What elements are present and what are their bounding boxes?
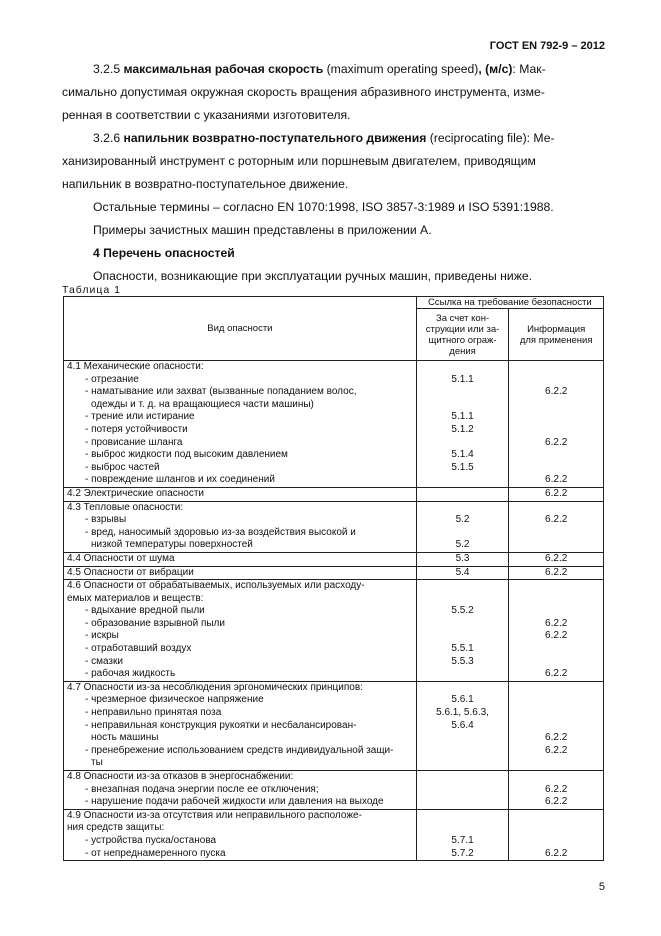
ref-value	[512, 449, 600, 462]
standard-header: ГОСТ EN 792-9 – 2012	[489, 40, 605, 52]
ref-value: 6.2.2	[545, 783, 568, 795]
hazard-line: - образование взрывной пыли	[85, 617, 225, 629]
ref-value	[512, 580, 600, 593]
ref-value	[420, 488, 506, 501]
table-row	[64, 501, 604, 552]
ref-value: 6.2.2	[545, 732, 568, 744]
ref-value	[420, 796, 506, 809]
design-ref-cell	[416, 771, 509, 810]
ref-value: 5.7.1	[451, 834, 474, 846]
design-ref-cell	[416, 361, 509, 488]
ref-value: 6.2.2	[545, 514, 568, 526]
hazard-line: низкой температуры поверхностей	[91, 539, 253, 551]
hazard-line: - искры	[85, 630, 119, 642]
hazard-line: 4.5 Опасности от вибрации	[67, 566, 194, 578]
ref-value	[420, 822, 506, 835]
hazard-cell	[64, 771, 417, 810]
info-ref-cell	[509, 681, 604, 770]
ref-value: 5.6.4	[451, 719, 474, 731]
ref-value: 5.6.1, 5.6.3,	[436, 707, 489, 719]
clause-number: 3.2.5	[93, 62, 121, 76]
hazard-line: - пренебрежение использованием средств индивидуальной защи-	[85, 744, 394, 756]
hazard-line: 4.7 Опасности из-за несоблюдения эргономических принципов:	[67, 681, 363, 693]
hazard-line: - выброс частей	[85, 461, 160, 473]
ref-value	[420, 784, 506, 797]
ref-value: 5.3	[455, 552, 470, 564]
ref-value	[512, 835, 600, 848]
ref-value	[512, 771, 600, 784]
ref-value	[512, 707, 600, 720]
term-definition-start: : Мак-	[512, 62, 546, 76]
ref-value	[420, 474, 506, 487]
term-bold: напильник возвратно-поступательного движения	[123, 131, 427, 145]
hazard-cell	[64, 580, 417, 682]
ref-value: 6.2.2	[545, 386, 568, 398]
ref-value: 5.6.1	[451, 694, 474, 706]
hazard-line: - повреждение шлангов и их соединений	[85, 474, 275, 486]
ref-value	[512, 462, 600, 475]
design-ref-cell	[416, 809, 509, 860]
hazard-line: - провисание шланга	[85, 436, 183, 448]
hazard-line: 4.2 Электрические опасности	[67, 487, 205, 499]
table-row	[64, 487, 604, 501]
table-row	[64, 361, 604, 488]
term-unit: , (м/с)	[478, 62, 513, 76]
hazard-line: ность машины	[91, 732, 159, 744]
ref-value	[512, 527, 600, 540]
hazard-line: - рабочая жидкость	[85, 668, 176, 680]
ref-value	[420, 757, 506, 770]
ref-value	[420, 386, 506, 399]
ref-value: 5.1.1	[451, 411, 474, 423]
hazard-line: - выброс жидкости под высоким давлением	[85, 449, 288, 461]
ref-value	[420, 593, 506, 606]
table-row	[64, 809, 604, 860]
ref-value	[512, 682, 600, 695]
hazard-line: - устройства пуска/останова	[85, 834, 217, 846]
section-heading: 4 Перечень опасностей	[93, 246, 235, 260]
ref-value	[420, 732, 506, 745]
ref-value	[512, 643, 600, 656]
ref-value	[512, 374, 600, 387]
ref-value: 6.2.2	[545, 617, 568, 629]
ref-value	[512, 810, 600, 823]
ref-value: 6.2.2	[545, 630, 568, 642]
ref-value: 5.2	[455, 514, 470, 526]
ref-value: 5.7.2	[451, 847, 474, 859]
ref-value	[512, 399, 600, 412]
hazard-line: - чрезмерное физическое напряжение	[85, 694, 264, 706]
ref-value	[420, 745, 506, 758]
hazard-line: - неправильно принятая поза	[85, 707, 222, 719]
info-ref-cell	[509, 552, 604, 566]
table-row	[64, 552, 604, 566]
ref-value	[512, 361, 600, 374]
term-english: (maximum operating speed)	[326, 62, 479, 76]
ref-value	[420, 810, 506, 823]
text-line: напильник в возвратно-поступательное движение.	[62, 177, 349, 191]
ref-value: 6.2.2	[545, 487, 568, 499]
ref-value	[512, 694, 600, 707]
clause-number: 3.2.6	[93, 131, 121, 145]
hazard-line: - неправильная конструкция рукоятки и несбалансирован-	[85, 719, 357, 731]
ref-value	[420, 618, 506, 631]
ref-value	[420, 527, 506, 540]
hazard-line: - смазки	[85, 655, 123, 667]
ref-value	[512, 593, 600, 606]
ref-value: 5.5.2	[451, 605, 474, 617]
hazard-line: - вред, наносимый здоровью из-за воздействия высокой и	[85, 526, 356, 538]
hazard-cell	[64, 566, 417, 580]
ref-value: 5.1.1	[451, 373, 474, 385]
info-ref-cell	[509, 809, 604, 860]
term-english: (reciprocating file): Ме-	[429, 131, 555, 145]
ref-value	[420, 580, 506, 593]
ref-value	[420, 668, 506, 681]
ref-value: 6.2.2	[545, 744, 568, 756]
ref-value	[420, 502, 506, 515]
hazard-line: ты	[91, 757, 103, 769]
ref-value	[512, 757, 600, 770]
table-row	[64, 580, 604, 682]
ref-value: 6.2.2	[545, 668, 568, 680]
hazard-line: 4.1 Механические опасности:	[67, 361, 204, 372]
ref-value: 6.2.2	[545, 552, 568, 564]
hazard-line: - наматывание или захват (вызванные попаданием волос,	[85, 386, 357, 398]
col-header-design: За счет кон- струкции или за- щитного ограж- дения	[416, 309, 509, 361]
hazard-line: емых материалов и веществ:	[67, 592, 204, 604]
hazard-line: 4.3 Тепловые опасности:	[67, 501, 184, 513]
hazard-line: одежды и т. д. на вращающиеся части машины)	[91, 398, 314, 410]
table-row	[64, 771, 604, 810]
design-ref-cell	[416, 552, 509, 566]
text-line: ханизированный инструмент с роторным или поршневым двигателем, приводящим	[62, 154, 536, 168]
ref-value	[420, 630, 506, 643]
ref-value	[512, 822, 600, 835]
paragraph-hazards: Опасности, возникающие при эксплуатации ручных машин, приведены ниже.	[93, 269, 533, 283]
ref-value	[420, 771, 506, 784]
paragraph-terms: Остальные термины – согласно EN 1070:1998, ISO 3857-3:1989 и ISO 5391:1988.	[93, 200, 554, 214]
hazard-line: - отрезание	[85, 373, 139, 385]
hazard-line: - от непреднамеренного пуска	[85, 847, 226, 859]
hazard-cell	[64, 681, 417, 770]
ref-value: 6.2.2	[545, 796, 568, 808]
info-ref-cell	[509, 501, 604, 552]
ref-value	[420, 437, 506, 450]
table-row	[64, 566, 604, 580]
ref-value: 5.5.3	[451, 655, 474, 667]
ref-value: 6.2.2	[545, 566, 568, 578]
design-ref-cell	[416, 580, 509, 682]
hazard-line: 4.8 Опасности из-за отказов в энергоснабжении:	[67, 771, 294, 782]
hazard-cell	[64, 552, 417, 566]
paragraph-examples: Примеры зачистных машин представлены в приложении А.	[93, 223, 432, 237]
hazard-line: - взрывы	[85, 514, 127, 526]
ref-value	[512, 720, 600, 733]
info-ref-cell	[509, 361, 604, 488]
col-header-info: Информация для применения	[509, 309, 604, 361]
ref-value: 5.4	[455, 566, 470, 578]
hazard-cell	[64, 809, 417, 860]
hazard-line: - вдыхание вредной пыли	[85, 605, 205, 617]
info-ref-cell	[509, 487, 604, 501]
ref-value: 6.2.2	[545, 847, 568, 859]
info-ref-cell	[509, 771, 604, 810]
ref-value: 5.2	[455, 539, 470, 551]
hazard-line: - нарушение подачи рабочей жидкости или давления на выходе	[85, 796, 384, 808]
hazard-line: 4.4 Опасности от шума	[67, 552, 175, 564]
ref-value	[512, 605, 600, 618]
hazard-line: - внезапная подача энергии после ее отключения;	[85, 783, 319, 795]
ref-value	[420, 361, 506, 374]
design-ref-cell	[416, 566, 509, 580]
hazard-line: - потеря устойчивости	[85, 423, 188, 435]
page-number: 5	[598, 881, 605, 893]
design-ref-cell	[416, 501, 509, 552]
ref-value	[512, 656, 600, 669]
table-caption: Таблица 1	[62, 284, 121, 296]
hazard-line: - трение или истирание	[85, 411, 195, 423]
hazard-cell	[64, 487, 417, 501]
ref-value	[420, 399, 506, 412]
ref-value: 5.1.5	[451, 461, 474, 473]
hazard-line: ния средств защиты:	[67, 822, 165, 834]
ref-value	[512, 539, 600, 552]
ref-value: 6.2.2	[545, 436, 568, 448]
table-row	[64, 681, 604, 770]
hazard-cell	[64, 501, 417, 552]
ref-value: 5.1.2	[451, 423, 474, 435]
col-header-safety-ref: Ссылка на требование безопасности	[416, 297, 603, 309]
text-line: симально допустимая окружная скорость вращения абразивного инструмента, изме-	[62, 85, 545, 99]
hazard-line: 4.6 Опасности от обрабатываемых, используемых или расходу-	[67, 580, 365, 592]
paragraph-3-2-5	[62, 58, 604, 127]
ref-value: 5.1.4	[451, 449, 474, 461]
hazard-line: - отработавший воздух	[85, 643, 192, 655]
term-bold: максимальная рабочая скорость	[123, 62, 324, 76]
hazard-cell	[64, 361, 417, 488]
hazard-line: 4.9 Опасности из-за отсутствия или неправильного расположе-	[67, 809, 362, 821]
ref-value	[512, 411, 600, 424]
ref-value: 6.2.2	[545, 474, 568, 486]
text-line: ренная в соответствии с указаниями изготовителя.	[62, 108, 351, 122]
design-ref-cell	[416, 487, 509, 501]
ref-value	[512, 502, 600, 515]
info-ref-cell	[509, 580, 604, 682]
info-ref-cell	[509, 566, 604, 580]
design-ref-cell	[416, 681, 509, 770]
col-header-hazard-kind: Вид опасности	[64, 297, 417, 361]
paragraph-3-2-6	[62, 127, 604, 196]
ref-value	[420, 682, 506, 695]
ref-value: 5.5.1	[451, 643, 474, 655]
hazards-table	[63, 296, 604, 861]
ref-value	[512, 424, 600, 437]
